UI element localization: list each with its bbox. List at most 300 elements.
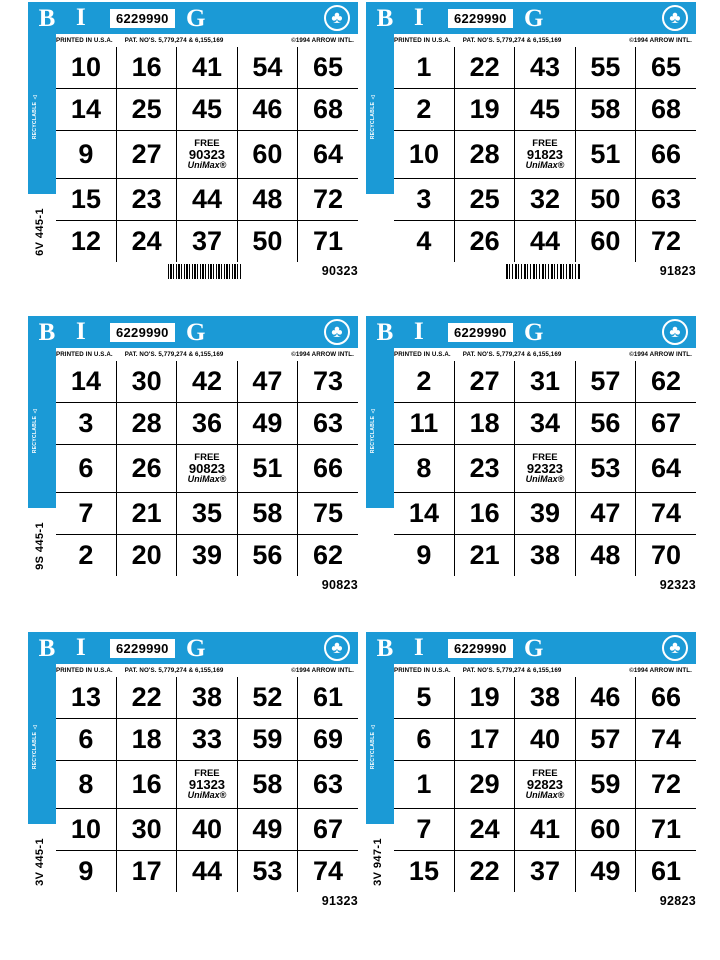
number-cell[interactable]: 72	[636, 221, 696, 262]
recyclable-label: RECYCLABLE △	[32, 724, 38, 770]
number-cell[interactable]: 70	[636, 535, 696, 576]
number-cell[interactable]: 75	[298, 493, 358, 535]
grid-row	[394, 535, 696, 576]
number-cell[interactable]: 26	[116, 444, 176, 493]
free-serial: 91823	[526, 147, 564, 163]
number-cell[interactable]: 74	[298, 851, 358, 892]
number-cell[interactable]: 7	[394, 809, 454, 851]
number-cell[interactable]: 74	[636, 493, 696, 535]
recyclable-label: RECYCLABLE △	[32, 94, 38, 140]
grid-row	[56, 851, 358, 892]
number-cell[interactable]: 27	[454, 361, 514, 402]
card-grid-area	[366, 677, 696, 892]
clover-icon: ♣	[669, 638, 681, 657]
legal-copyright: ©1994 ARROW INTL.	[629, 37, 692, 44]
legal-copyright: ©1994 ARROW INTL.	[291, 351, 354, 358]
number-cell[interactable]: 59	[575, 760, 635, 809]
card-grid-area	[28, 361, 358, 576]
legal-printed-in: PRINTED IN U.S.A.	[394, 37, 451, 44]
number-cell[interactable]: 11	[394, 402, 454, 444]
number-cell[interactable]: 39	[515, 493, 575, 535]
recyclable-label: RECYCLABLE △	[32, 408, 38, 454]
header-letter-i: I	[76, 634, 86, 661]
card-header	[366, 632, 696, 664]
clover-icon: ♣	[331, 8, 343, 27]
number-cell[interactable]: 47	[237, 361, 297, 402]
serial-number-bottom: 90823	[321, 578, 358, 592]
number-cell[interactable]: 63	[298, 402, 358, 444]
legal-patent-numbers: PAT. NO'S. 5,779,274 & 6,155,169	[462, 351, 562, 358]
card-footer	[28, 576, 358, 598]
number-cell[interactable]: 1	[394, 760, 454, 809]
recyclable-label: RECYCLABLE △	[370, 408, 376, 454]
card-header	[28, 632, 358, 664]
number-cell[interactable]: 58	[237, 493, 297, 535]
number-cell[interactable]: 30	[116, 361, 176, 402]
number-cell[interactable]: 62	[298, 535, 358, 576]
legal-line	[366, 664, 696, 677]
number-cell[interactable]: 21	[116, 493, 176, 535]
legal-patent-numbers: PAT. NO'S. 5,779,274 & 6,155,169	[124, 667, 224, 674]
number-cell[interactable]: 38	[177, 677, 237, 718]
side-accent-bar	[366, 348, 394, 508]
number-cell[interactable]: 67	[636, 402, 696, 444]
brand-label: UniMax®	[187, 160, 227, 171]
number-cell[interactable]: 22	[116, 677, 176, 718]
card-grid-area	[28, 677, 358, 892]
header-letter-o-circle	[324, 319, 350, 345]
number-cell[interactable]: 37	[177, 221, 237, 262]
grid-row	[56, 535, 358, 576]
number-cell[interactable]: 45	[515, 88, 575, 130]
serial-number-top: 6229990	[110, 9, 175, 28]
number-cell[interactable]: 71	[636, 809, 696, 851]
legal-line	[366, 348, 696, 361]
free-serial: 90823	[188, 461, 226, 477]
brand-label: UniMax®	[187, 474, 227, 485]
header-letter-o-circle	[324, 5, 350, 31]
number-cell[interactable]: 38	[515, 677, 575, 718]
number-cell[interactable]: 61	[636, 851, 696, 892]
number-cell[interactable]: 9	[394, 535, 454, 576]
free-label: FREE	[194, 137, 220, 149]
bingo-number-grid	[56, 361, 358, 576]
number-cell[interactable]: 36	[177, 402, 237, 444]
legal-line	[28, 664, 358, 677]
number-cell[interactable]: 14	[56, 88, 116, 130]
number-cell[interactable]: 16	[116, 47, 176, 88]
number-cell[interactable]: 40	[177, 809, 237, 851]
number-cell[interactable]: 58	[237, 760, 297, 809]
number-cell[interactable]: 6	[56, 718, 116, 760]
card-header	[28, 316, 358, 348]
serial-number-top: 6229990	[110, 639, 175, 658]
grid-row	[56, 493, 358, 535]
number-cell[interactable]: 29	[454, 760, 514, 809]
number-cell[interactable]: 35	[177, 493, 237, 535]
side-accent-bar	[366, 664, 394, 824]
grid-row	[394, 809, 696, 851]
recyclable-label: RECYCLABLE △	[370, 94, 376, 140]
side-accent-bar	[28, 664, 56, 824]
grid-row	[56, 809, 358, 851]
bingo-card	[366, 2, 696, 302]
number-cell[interactable]: 55	[575, 47, 635, 88]
free-label: FREE	[194, 451, 220, 463]
number-cell[interactable]: 14	[394, 493, 454, 535]
legal-printed-in: PRINTED IN U.S.A.	[56, 351, 113, 358]
number-cell[interactable]: 10	[56, 809, 116, 851]
header-letter-i: I	[76, 4, 86, 31]
serial-number-bottom: 91323	[321, 894, 358, 908]
serial-number-bottom: 91823	[659, 264, 696, 278]
number-cell[interactable]: 3	[394, 179, 454, 221]
number-cell[interactable]: 9	[56, 851, 116, 892]
grid-row	[394, 760, 696, 809]
free-label: FREE	[532, 137, 558, 149]
header-letter-b: B	[376, 318, 394, 346]
number-cell[interactable]: 37	[515, 851, 575, 892]
grid-row	[56, 221, 358, 262]
number-cell[interactable]: 34	[515, 402, 575, 444]
legal-printed-in: PRINTED IN U.S.A.	[394, 351, 451, 358]
number-cell[interactable]: 56	[237, 535, 297, 576]
number-cell[interactable]: 38	[515, 535, 575, 576]
grid-row	[394, 718, 696, 760]
free-label: FREE	[194, 767, 220, 779]
free-label: FREE	[532, 767, 558, 779]
number-cell[interactable]: 16	[454, 493, 514, 535]
grid-row	[394, 493, 696, 535]
legal-patent-numbers: PAT. NO'S. 5,779,274 & 6,155,169	[124, 351, 224, 358]
legal-patent-numbers: PAT. NO'S. 5,779,274 & 6,155,169	[462, 667, 562, 674]
header-letter-g: G	[185, 318, 206, 346]
header-letter-i-slot	[400, 2, 446, 34]
clover-icon: ♣	[669, 8, 681, 27]
number-cell[interactable]: 22	[454, 851, 514, 892]
number-cell[interactable]: 54	[237, 47, 297, 88]
number-cell[interactable]: 65	[298, 47, 358, 88]
number-cell[interactable]: 15	[394, 851, 454, 892]
number-cell[interactable]: 66	[298, 444, 358, 493]
serial-number-top: 6229990	[448, 9, 513, 28]
number-cell[interactable]: 4	[394, 221, 454, 262]
card-footer	[366, 576, 696, 598]
number-cell[interactable]: 44	[515, 221, 575, 262]
number-cell[interactable]: 63	[636, 179, 696, 221]
number-cell[interactable]: 44	[177, 851, 237, 892]
number-cell[interactable]: 63	[298, 760, 358, 809]
number-cell[interactable]: 58	[575, 88, 635, 130]
header-letter-i-slot	[400, 632, 446, 664]
number-cell[interactable]: 45	[177, 88, 237, 130]
number-cell[interactable]: 72	[298, 179, 358, 221]
serial-number-bottom: 90323	[321, 264, 358, 278]
number-cell[interactable]: 57	[575, 361, 635, 402]
number-cell[interactable]: 46	[237, 88, 297, 130]
number-cell[interactable]: 46	[575, 677, 635, 718]
number-cell[interactable]: 14	[56, 361, 116, 402]
number-cell[interactable]: 6	[394, 718, 454, 760]
grid-row	[394, 361, 696, 402]
number-cell[interactable]: 42	[177, 361, 237, 402]
number-cell[interactable]: 74	[636, 718, 696, 760]
number-cell[interactable]: 47	[575, 493, 635, 535]
card-footer	[28, 262, 358, 284]
number-cell[interactable]: 62	[636, 361, 696, 402]
card-grid-area	[28, 47, 358, 262]
number-cell[interactable]: 48	[575, 535, 635, 576]
header-letter-g: G	[523, 318, 544, 346]
card-side-code: 6V 445-1	[34, 208, 46, 256]
bingo-card	[28, 632, 358, 932]
bingo-number-grid	[394, 47, 696, 262]
number-cell[interactable]: 2	[394, 88, 454, 130]
card-footer	[366, 892, 696, 914]
number-cell[interactable]: 24	[454, 809, 514, 851]
bingo-card	[28, 2, 358, 302]
number-cell[interactable]: 41	[515, 809, 575, 851]
legal-line	[28, 348, 358, 361]
barcode-icon	[168, 264, 242, 279]
free-label: FREE	[532, 451, 558, 463]
number-cell[interactable]: 60	[237, 130, 297, 179]
header-letter-g: G	[185, 634, 206, 662]
grid-row	[394, 47, 696, 88]
grid-row	[394, 444, 696, 493]
header-letter-o-circle	[662, 635, 688, 661]
number-cell[interactable]: 8	[394, 444, 454, 493]
number-cell[interactable]: 68	[636, 88, 696, 130]
serial-number-top: 6229990	[110, 323, 175, 342]
header-letter-i: I	[414, 318, 424, 345]
number-cell[interactable]: 49	[575, 851, 635, 892]
number-cell[interactable]: 48	[237, 179, 297, 221]
card-grid-area	[366, 47, 696, 262]
header-letter-b: B	[376, 4, 394, 32]
grid-row	[56, 718, 358, 760]
number-cell[interactable]: 60	[575, 809, 635, 851]
number-cell[interactable]: 30	[116, 809, 176, 851]
number-cell[interactable]: 18	[116, 718, 176, 760]
free-serial: 92323	[526, 461, 564, 477]
serial-number-bottom: 92323	[659, 578, 696, 592]
legal-copyright: ©1994 ARROW INTL.	[629, 667, 692, 674]
number-cell[interactable]: 10	[56, 47, 116, 88]
grid-row	[56, 760, 358, 809]
grid-row	[394, 851, 696, 892]
free-serial: 90323	[188, 147, 226, 163]
number-cell[interactable]: 28	[116, 402, 176, 444]
number-cell[interactable]: 57	[575, 718, 635, 760]
number-cell[interactable]: 9	[56, 130, 116, 179]
number-cell[interactable]: 72	[636, 760, 696, 809]
number-cell[interactable]: 22	[454, 47, 514, 88]
bingo-number-grid	[56, 47, 358, 262]
header-letter-i-slot	[400, 316, 446, 348]
grid-row	[394, 179, 696, 221]
serial-number-bottom: 92823	[659, 894, 696, 908]
number-cell[interactable]: 12	[56, 221, 116, 262]
number-cell[interactable]: 39	[177, 535, 237, 576]
number-cell[interactable]: 53	[237, 851, 297, 892]
number-cell[interactable]: 18	[454, 402, 514, 444]
number-cell[interactable]: 69	[298, 718, 358, 760]
number-cell[interactable]: 28	[454, 130, 514, 179]
side-accent-bar	[28, 348, 56, 508]
number-cell[interactable]: 13	[56, 677, 116, 718]
header-letter-i-slot	[62, 632, 108, 664]
number-cell[interactable]: 50	[237, 221, 297, 262]
number-cell[interactable]: 64	[298, 130, 358, 179]
number-cell[interactable]: 64	[636, 444, 696, 493]
number-cell[interactable]: 3	[56, 402, 116, 444]
clover-icon: ♣	[669, 322, 681, 341]
grid-row	[56, 361, 358, 402]
number-cell[interactable]: 8	[56, 760, 116, 809]
number-cell[interactable]: 40	[515, 718, 575, 760]
number-cell[interactable]: 17	[116, 851, 176, 892]
header-letter-g: G	[185, 4, 206, 32]
grid-row	[56, 47, 358, 88]
number-cell[interactable]: 25	[116, 88, 176, 130]
card-footer	[28, 892, 358, 914]
number-cell[interactable]: 2	[394, 361, 454, 402]
number-cell[interactable]: 23	[454, 444, 514, 493]
legal-patent-numbers: PAT. NO'S. 5,779,274 & 6,155,169	[124, 37, 224, 44]
number-cell[interactable]: 53	[575, 444, 635, 493]
free-space-cell	[515, 760, 575, 809]
number-cell[interactable]: 56	[575, 402, 635, 444]
recyclable-label: RECYCLABLE △	[370, 724, 376, 770]
header-letter-i-slot	[62, 2, 108, 34]
brand-label: UniMax®	[525, 160, 565, 171]
number-cell[interactable]: 10	[394, 130, 454, 179]
header-letter-i: I	[414, 4, 424, 31]
grid-row	[56, 179, 358, 221]
number-cell[interactable]: 21	[454, 535, 514, 576]
free-serial: 91323	[188, 777, 226, 793]
number-cell[interactable]: 66	[636, 130, 696, 179]
number-cell[interactable]: 59	[237, 718, 297, 760]
brand-label: UniMax®	[525, 790, 565, 801]
number-cell[interactable]: 49	[237, 402, 297, 444]
grid-row	[394, 88, 696, 130]
card-side-code: 3V 445-1	[34, 838, 46, 886]
number-cell[interactable]: 73	[298, 361, 358, 402]
bingo-card	[366, 632, 696, 932]
number-cell[interactable]: 51	[237, 444, 297, 493]
card-side-code: 3V 947-1	[372, 838, 384, 886]
brand-label: UniMax®	[187, 790, 227, 801]
number-cell[interactable]: 6	[56, 444, 116, 493]
number-cell[interactable]: 19	[454, 88, 514, 130]
legal-printed-in: PRINTED IN U.S.A.	[56, 37, 113, 44]
number-cell[interactable]: 32	[515, 179, 575, 221]
number-cell[interactable]: 26	[454, 221, 514, 262]
grid-row	[56, 444, 358, 493]
number-cell[interactable]: 50	[575, 179, 635, 221]
number-cell[interactable]: 51	[575, 130, 635, 179]
number-cell[interactable]: 41	[177, 47, 237, 88]
legal-line	[28, 34, 358, 47]
number-cell[interactable]: 44	[177, 179, 237, 221]
legal-copyright: ©1994 ARROW INTL.	[629, 351, 692, 358]
number-cell[interactable]: 49	[237, 809, 297, 851]
card-header	[366, 2, 696, 34]
number-cell[interactable]: 65	[636, 47, 696, 88]
grid-row	[56, 88, 358, 130]
number-cell[interactable]: 7	[56, 493, 116, 535]
legal-patent-numbers: PAT. NO'S. 5,779,274 & 6,155,169	[462, 37, 562, 44]
number-cell[interactable]: 33	[177, 718, 237, 760]
header-letter-b: B	[376, 634, 394, 662]
header-letter-b: B	[38, 634, 56, 662]
legal-printed-in: PRINTED IN U.S.A.	[56, 667, 113, 674]
bingo-card	[366, 316, 696, 616]
header-letter-i: I	[414, 634, 424, 661]
number-cell[interactable]: 27	[116, 130, 176, 179]
number-cell[interactable]: 20	[116, 535, 176, 576]
bingo-number-grid	[394, 677, 696, 892]
number-cell[interactable]: 15	[56, 179, 116, 221]
header-letter-o-circle	[662, 319, 688, 345]
header-letter-b: B	[38, 318, 56, 346]
legal-line	[366, 34, 696, 47]
number-cell[interactable]: 5	[394, 677, 454, 718]
number-cell[interactable]: 24	[116, 221, 176, 262]
number-cell[interactable]: 31	[515, 361, 575, 402]
number-cell[interactable]: 17	[454, 718, 514, 760]
grid-row	[56, 130, 358, 179]
number-cell[interactable]: 67	[298, 809, 358, 851]
bingo-number-grid	[394, 361, 696, 576]
number-cell[interactable]: 25	[454, 179, 514, 221]
number-cell[interactable]: 23	[116, 179, 176, 221]
number-cell[interactable]: 52	[237, 677, 297, 718]
clover-icon: ♣	[331, 322, 343, 341]
number-cell[interactable]: 43	[515, 47, 575, 88]
serial-number-top: 6229990	[448, 639, 513, 658]
number-cell[interactable]: 61	[298, 677, 358, 718]
header-letter-o-circle	[324, 635, 350, 661]
number-cell[interactable]: 60	[575, 221, 635, 262]
header-letter-g: G	[523, 634, 544, 662]
number-cell[interactable]: 71	[298, 221, 358, 262]
number-cell[interactable]: 1	[394, 47, 454, 88]
number-cell[interactable]: 68	[298, 88, 358, 130]
header-letter-i-slot	[62, 316, 108, 348]
card-footer	[366, 262, 696, 284]
free-space-cell	[515, 444, 575, 493]
number-cell[interactable]: 16	[116, 760, 176, 809]
number-cell[interactable]: 19	[454, 677, 514, 718]
free-space-cell	[177, 444, 237, 493]
number-cell[interactable]: 2	[56, 535, 116, 576]
side-accent-bar	[366, 34, 394, 194]
grid-row	[394, 130, 696, 179]
bingo-number-grid	[56, 677, 358, 892]
grid-row	[56, 402, 358, 444]
barcode-icon	[506, 264, 580, 279]
card-side-code: 9S 445-1	[34, 522, 46, 570]
number-cell[interactable]: 66	[636, 677, 696, 718]
free-space-cell	[177, 760, 237, 809]
clover-icon: ♣	[331, 638, 343, 657]
grid-row	[394, 677, 696, 718]
grid-row	[394, 221, 696, 262]
brand-label: UniMax®	[525, 474, 565, 485]
